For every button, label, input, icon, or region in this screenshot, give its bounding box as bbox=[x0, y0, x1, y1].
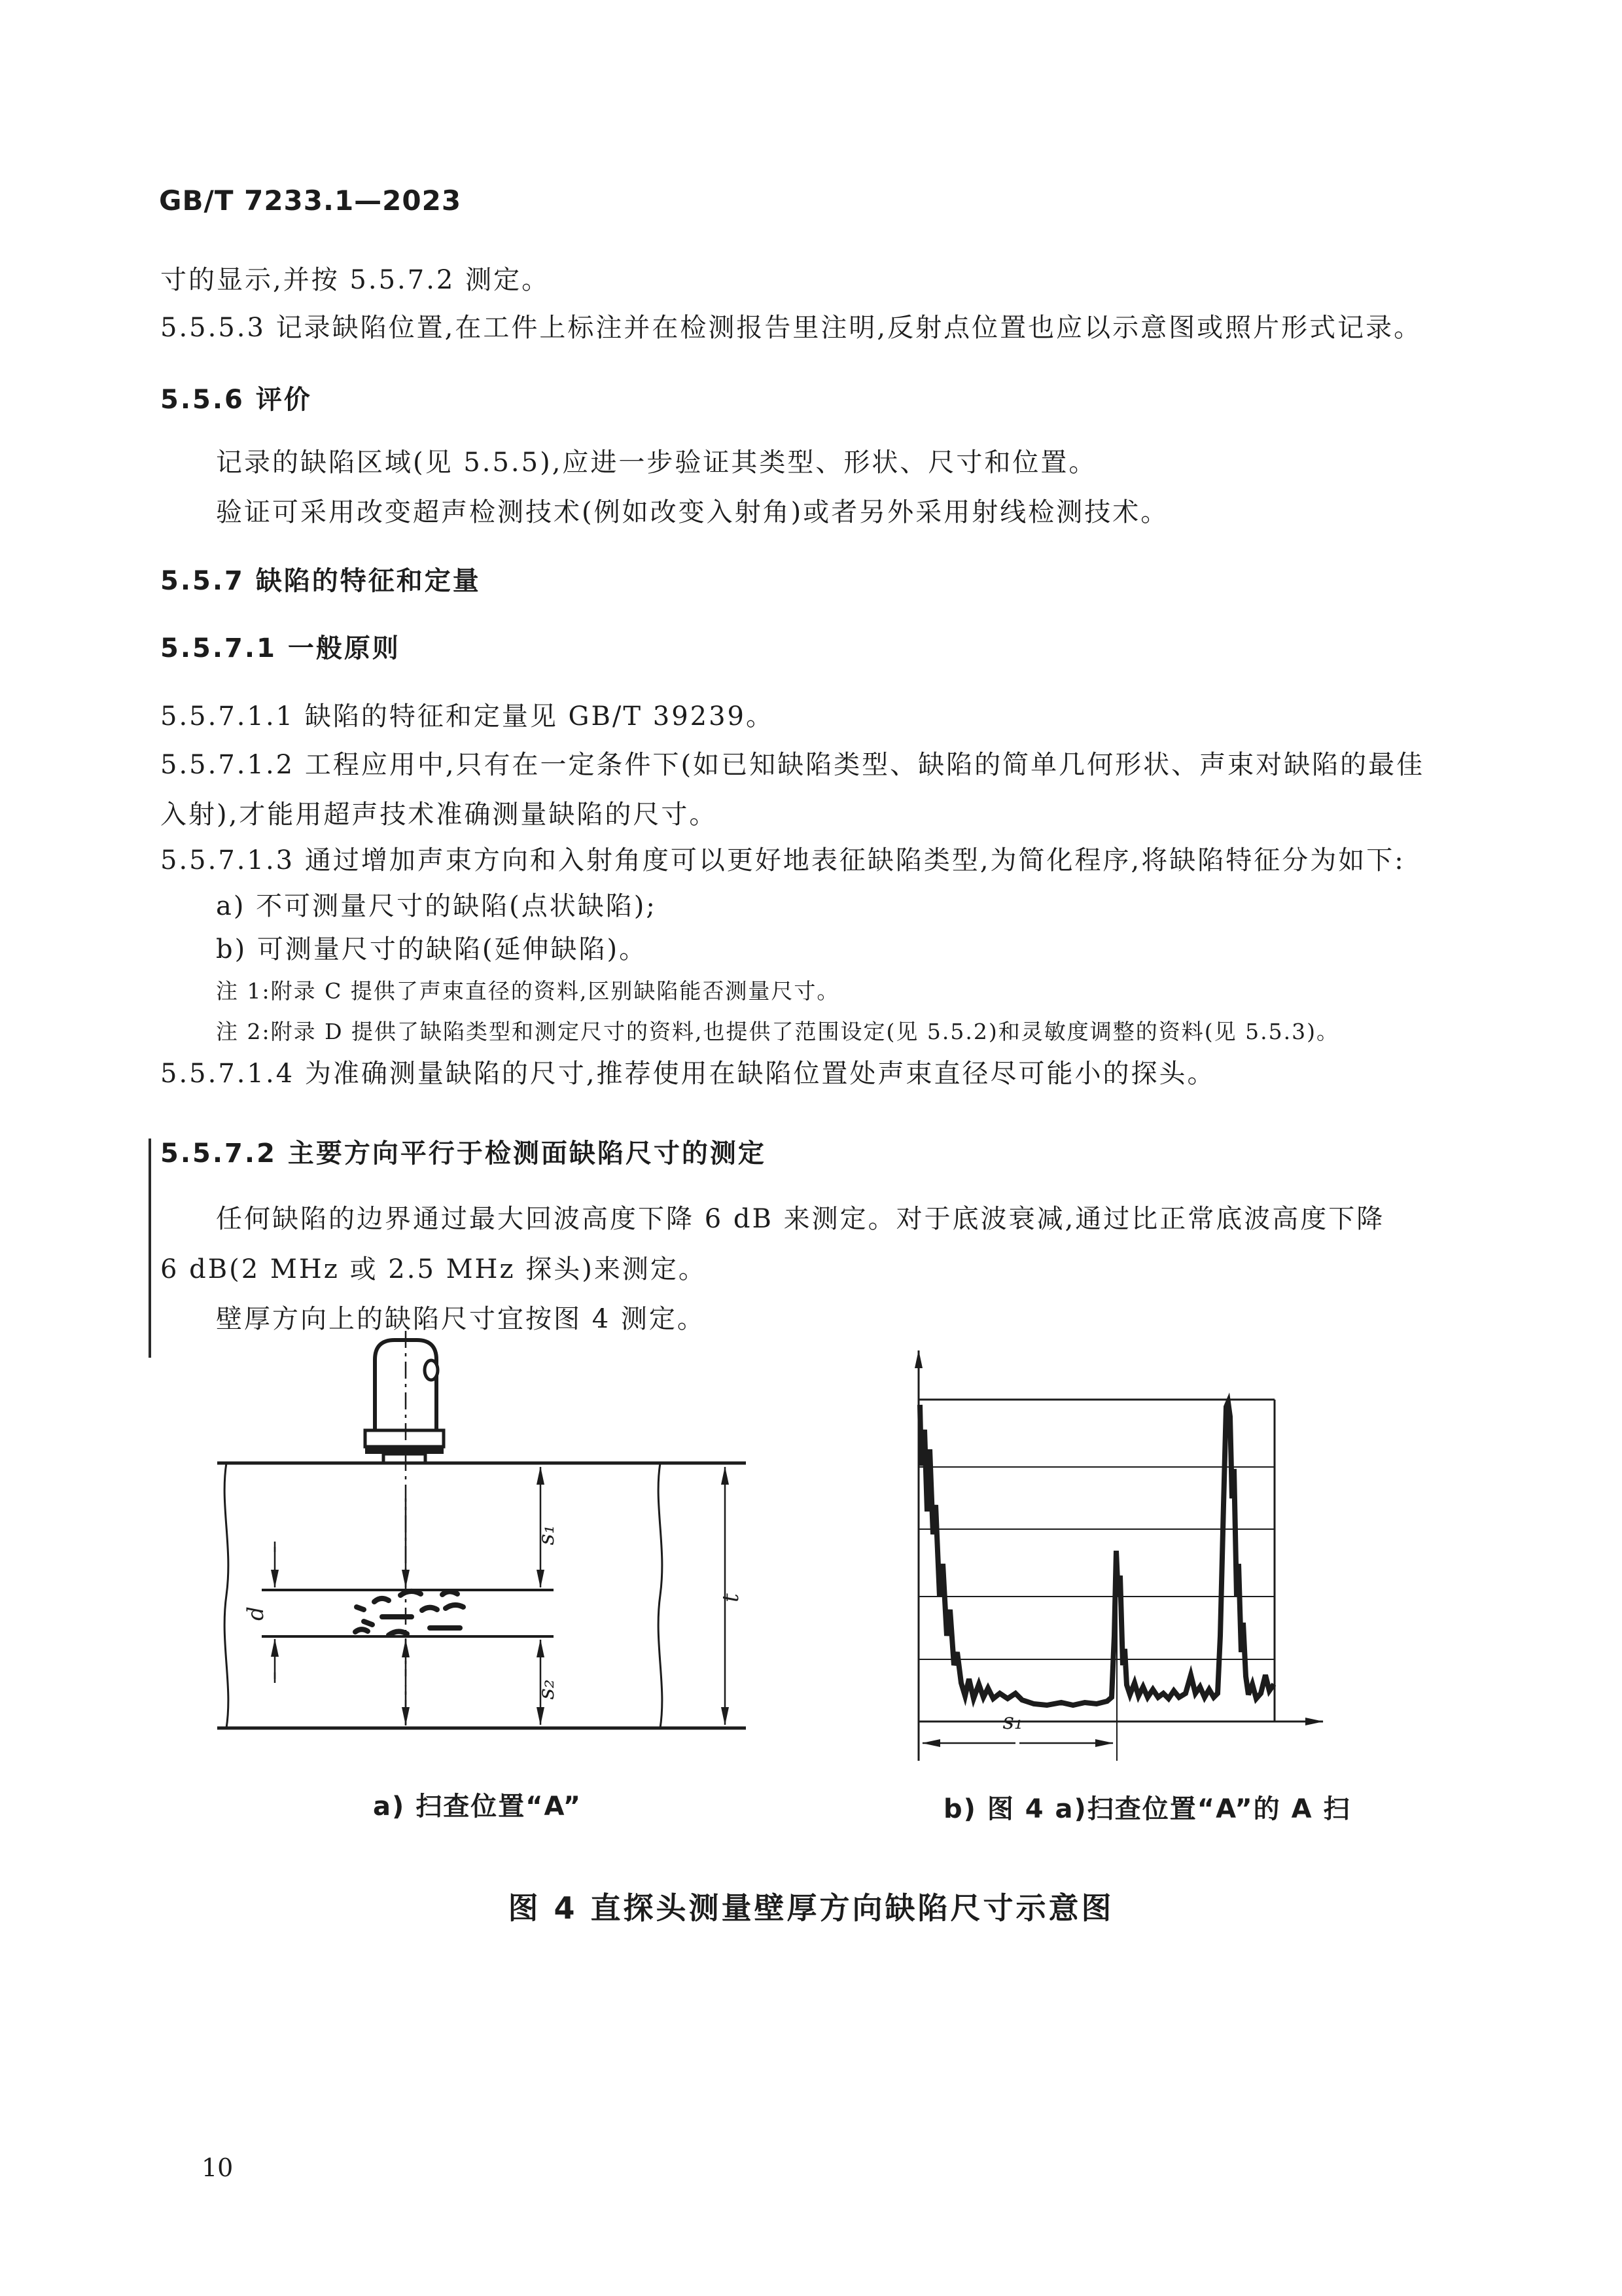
workpiece-right-break-edge bbox=[658, 1463, 662, 1728]
heading-5.5.7.1: 5.5.7.1 一般原则 bbox=[160, 633, 400, 663]
paragraph-evaluation-1: 记录的缺陷区域(见 5.5.5),应进一步验证其类型、形状、尺寸和位置。 bbox=[216, 448, 1097, 478]
paragraph-wall-thickness: 壁厚方向上的缺陷尺寸宜按图 4 测定。 bbox=[216, 1304, 705, 1334]
clause-5.5.7.1.4: 5.5.7.1.4 为准确测量缺陷的尺寸,推荐使用在缺陷位置处声束直径尽可能小的探头。 bbox=[160, 1059, 1216, 1089]
heading-5.5.6: 5.5.6 评价 bbox=[160, 385, 312, 415]
label-s2-section: s₂ bbox=[533, 1679, 559, 1700]
heading-5.5.7: 5.5.7 缺陷的特征和定量 bbox=[160, 566, 481, 596]
note-1: 注 1:附录 C 提供了声束直径的资料,区别缺陷能否测量尺寸。 bbox=[216, 978, 840, 1004]
note-2: 注 2:附录 D 提供了缺陷类型和测定尺寸的资料,也提供了范围设定(见 5.5.2)和灵敏度调整的资料(见 5.5.3)。 bbox=[216, 1019, 1339, 1044]
label-s1-section: s₁ bbox=[533, 1525, 559, 1545]
label-d-defect: d bbox=[243, 1606, 269, 1621]
clause-5.5.7.1.2-line1: 5.5.7.1.2 工程应用中,只有在一定条件下(如已知缺陷类型、缺陷的简单几何形状、声束对缺陷的最佳 bbox=[160, 750, 1425, 780]
probe-connector bbox=[425, 1360, 438, 1380]
clause-5.5.5.3: 5.5.5.3 记录缺陷位置,在工件上标注并在检测报告里注明,反射点位置也应以示意图或照片形式记录。 bbox=[160, 313, 1422, 343]
list-item-a: a) 不可测量尺寸的缺陷(点状缺陷); bbox=[216, 891, 657, 921]
clause-5.5.7.1.1: 5.5.7.1.1 缺陷的特征和定量见 GB/T 39239。 bbox=[160, 701, 774, 732]
workpiece-left-break-edge bbox=[224, 1463, 228, 1728]
label-s1-ascan: s₁ bbox=[1002, 1708, 1023, 1735]
figure-a-caption: a) 扫查位置“A” bbox=[373, 1792, 582, 1822]
standard-code-header: GB/T 7233.1—2023 bbox=[159, 185, 462, 217]
heading-5.5.7.2: 5.5.7.2 主要方向平行于检测面缺陷尺寸的测定 bbox=[160, 1139, 766, 1169]
clause-5.5.7.1.2-line2: 入射),才能用超声技术准确测量缺陷的尺寸。 bbox=[160, 800, 718, 830]
paragraph-6db-line1: 任何缺陷的边界通过最大回波高度下降 6 dB 来测定。对于底波衰减,通过比正常底波高度下降 bbox=[216, 1204, 1385, 1234]
paragraph-continued: 寸的显示,并按 5.5.7.2 测定。 bbox=[160, 265, 550, 295]
figure-b-caption: b) 图 4 a)扫查位置“A”的 A 扫 bbox=[943, 1794, 1351, 1824]
figure-a-section-view bbox=[217, 1331, 746, 1728]
figure-4-main-caption: 图 4 直探头测量壁厚方向缺陷尺寸示意图 bbox=[508, 1890, 1114, 1926]
page-number: 10 bbox=[202, 2153, 234, 2182]
probe-shoe bbox=[383, 1454, 425, 1463]
label-t-thickness: t bbox=[718, 1593, 744, 1602]
probe bbox=[365, 1340, 444, 1463]
figure-b-ascan bbox=[919, 1351, 1323, 1761]
list-item-b: b) 可测量尺寸的缺陷(延伸缺陷)。 bbox=[216, 934, 648, 964]
clause-5.5.7.1.3: 5.5.7.1.3 通过增加声束方向和入射角度可以更好地表征缺陷类型,为简化程序,将缺陷特征分为如下: bbox=[160, 845, 1405, 875]
probe-flange bbox=[365, 1430, 444, 1447]
paragraph-6db-line2: 6 dB(2 MHz 或 2.5 MHz 探头)来测定。 bbox=[160, 1254, 707, 1284]
defect-inclusions bbox=[355, 1591, 463, 1635]
paragraph-evaluation-2: 验证可采用改变超声检测技术(例如改变入射角)或者另外采用射线检测技术。 bbox=[216, 497, 1169, 527]
